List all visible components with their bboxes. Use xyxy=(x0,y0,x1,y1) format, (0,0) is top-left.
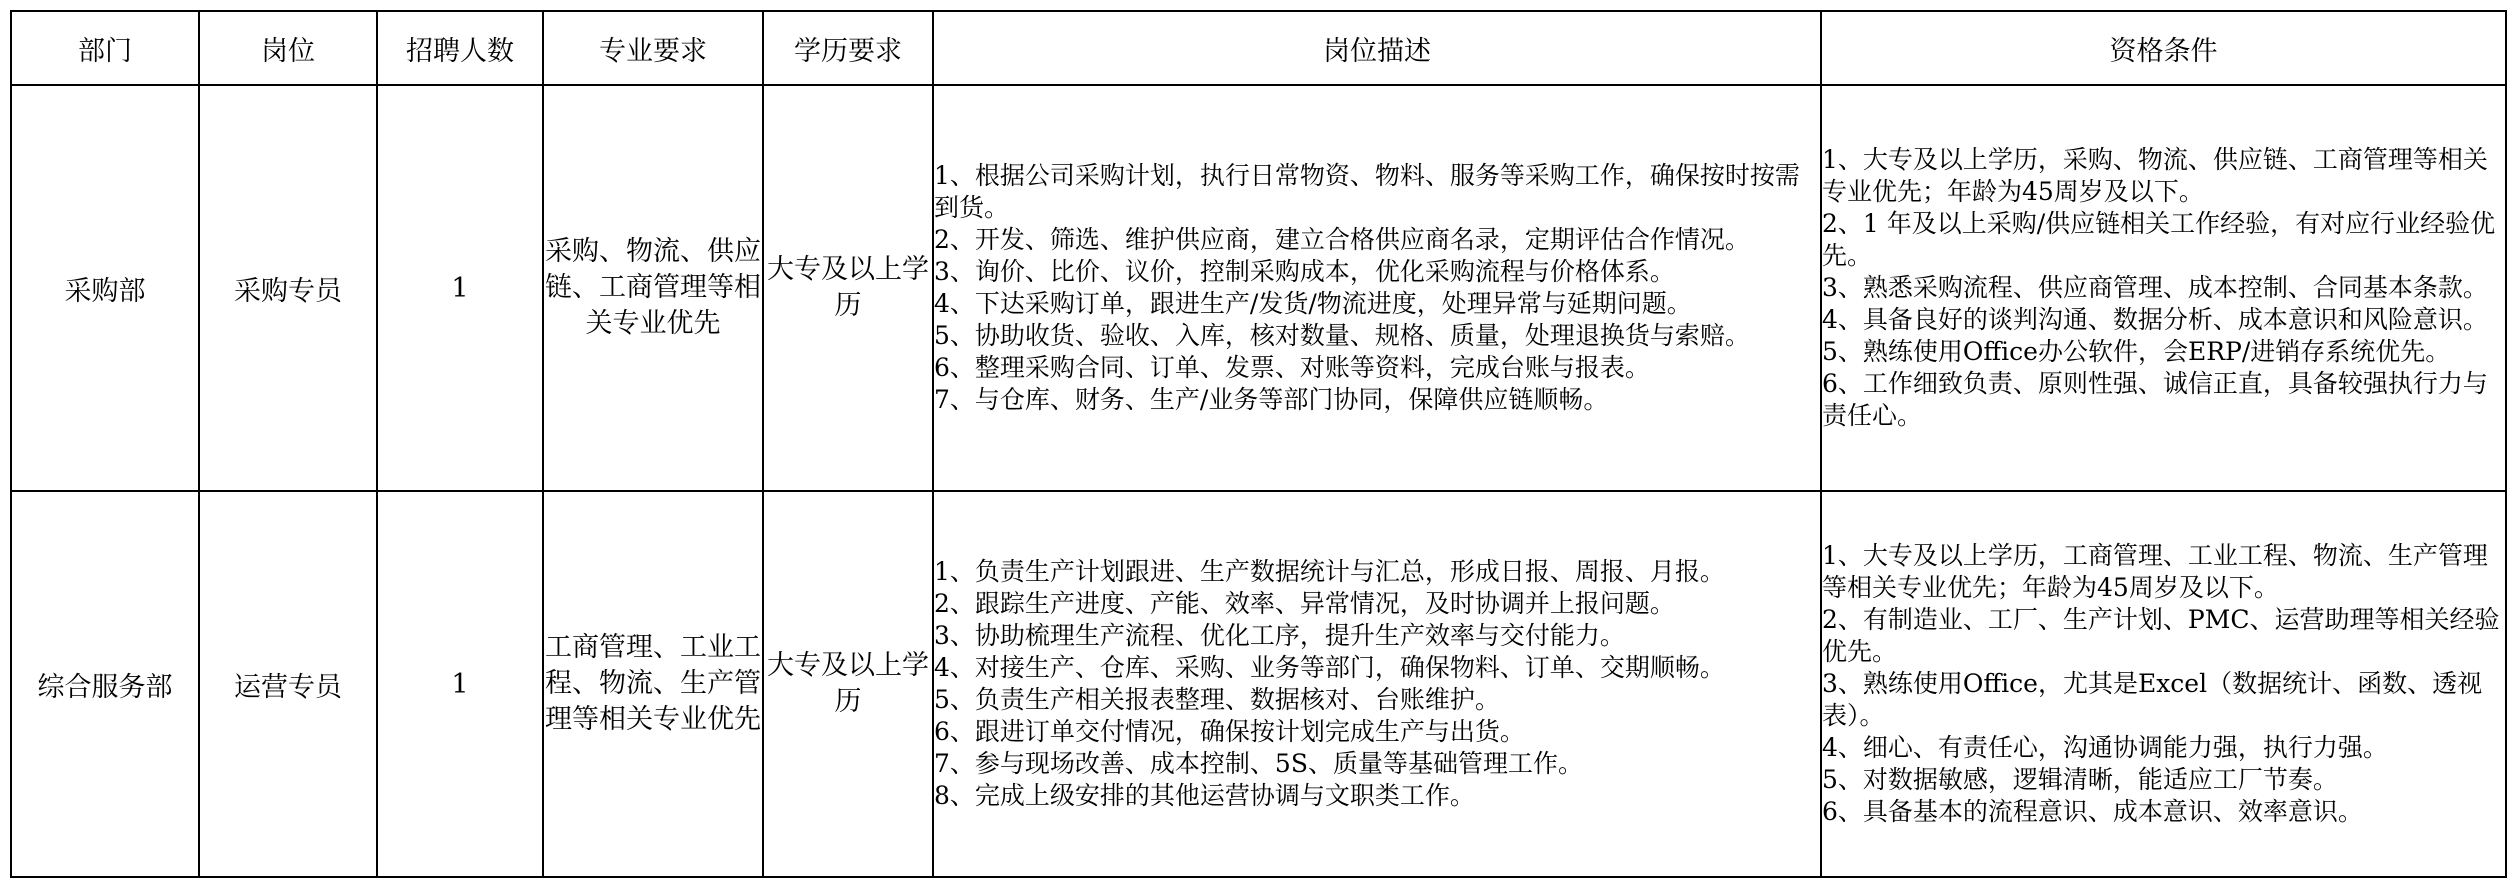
qualification-item: 6、工作细致负责、原则性强、诚信正直，具备较强执行力与责任心。 xyxy=(1822,369,2488,430)
cell-qualification xyxy=(1821,85,2506,491)
qualification-item: 1、大专及以上学历，工商管理、工业工程、物流、生产管理等相关专业优先；年龄为45周岁及以下。 xyxy=(1822,541,2488,602)
qualification-item: 5、对数据敏感，逻辑清晰，能适应工厂节奏。 xyxy=(1822,765,2338,794)
cell-count: 1 xyxy=(377,491,543,877)
qualification-item: 5、熟练使用Office办公软件，会ERP/进销存系统优先。 xyxy=(1822,337,2451,366)
description-item: 1、根据公司采购计划，执行日常物资、物料、服务等采购工作，确保按时按需到货。 xyxy=(934,161,1800,222)
description-item: 6、跟进订单交付情况，确保按计划完成生产与出货。 xyxy=(934,717,1525,746)
cell-major: 工商管理、工业工程、物流、生产管理等相关专业优先 xyxy=(543,491,763,877)
cell-position: 运营专员 xyxy=(199,491,377,877)
qualification-item: 3、熟悉采购流程、供应商管理、成本控制、合同基本条款。 xyxy=(1822,273,2488,302)
header-description: 岗位描述 xyxy=(933,11,1821,85)
header-major: 专业要求 xyxy=(543,11,763,85)
header-qualification: 资格条件 xyxy=(1821,11,2506,85)
recruitment-table xyxy=(10,10,2507,878)
cell-description xyxy=(933,85,1821,491)
qualification-item: 2、有制造业、工厂、生产计划、PMC、运营助理等相关经验优先。 xyxy=(1822,605,2500,666)
description-item: 3、协助梳理生产流程、优化工序，提升生产效率与交付能力。 xyxy=(934,621,1625,650)
table-row xyxy=(11,491,2506,877)
qualification-item: 3、熟练使用Office，尤其是Excel（数据统计、函数、透视表）。 xyxy=(1822,669,2483,730)
description-item: 2、开发、筛选、维护供应商，建立合格供应商名录，定期评估合作情况。 xyxy=(934,225,1750,254)
description-item: 2、跟踪生产进度、产能、效率、异常情况，及时协调并上报问题。 xyxy=(934,589,1675,618)
qualification-item: 6、具备基本的流程意识、成本意识、效率意识。 xyxy=(1822,797,2363,826)
description-item: 4、对接生产、仓库、采购、业务等部门，确保物料、订单、交期顺畅。 xyxy=(934,653,1725,682)
qualification-item: 2、1 年及以上采购/供应链相关工作经验，有对应行业经验优先。 xyxy=(1822,209,2496,270)
description-item: 1、负责生产计划跟进、生产数据统计与汇总，形成日报、周报、月报。 xyxy=(934,557,1725,586)
cell-qualification xyxy=(1821,491,2506,877)
cell-major: 采购、物流、供应链、工商管理等相关专业优先 xyxy=(543,85,763,491)
cell-dept: 综合服务部 xyxy=(11,491,199,877)
header-dept: 部门 xyxy=(11,11,199,85)
description-item: 8、完成上级安排的其他运营协调与文职类工作。 xyxy=(934,781,1475,810)
header-position: 岗位 xyxy=(199,11,377,85)
cell-dept: 采购部 xyxy=(11,85,199,491)
cell-education: 大专及以上学历 xyxy=(763,491,933,877)
table-row xyxy=(11,85,2506,491)
cell-count: 1 xyxy=(377,85,543,491)
header-count: 招聘人数 xyxy=(377,11,543,85)
cell-position: 采购专员 xyxy=(199,85,377,491)
description-item: 5、负责生产相关报表整理、数据核对、台账维护。 xyxy=(934,685,1500,714)
description-item: 3、询价、比价、议价，控制采购成本，优化采购流程与价格体系。 xyxy=(934,257,1675,286)
description-item: 4、下达采购订单，跟进生产/发货/物流进度，处理异常与延期问题。 xyxy=(934,289,1692,318)
cell-description xyxy=(933,491,1821,877)
cell-education: 大专及以上学历 xyxy=(763,85,933,491)
description-item: 7、与仓库、财务、生产/业务等部门协同，保障供应链顺畅。 xyxy=(934,385,1609,414)
description-item: 5、协助收货、验收、入库，核对数量、规格、质量，处理退换货与索赔。 xyxy=(934,321,1750,350)
header-education: 学历要求 xyxy=(763,11,933,85)
description-item: 6、整理采购合同、订单、发票、对账等资料，完成台账与报表。 xyxy=(934,353,1650,382)
qualification-item: 4、具备良好的谈判沟通、数据分析、成本意识和风险意识。 xyxy=(1822,305,2488,334)
description-item: 7、参与现场改善、成本控制、5S、质量等基础管理工作。 xyxy=(934,749,1583,778)
header-row xyxy=(11,11,2506,85)
qualification-item: 1、大专及以上学历，采购、物流、供应链、工商管理等相关专业优先；年龄为45周岁及以下。 xyxy=(1822,145,2488,206)
qualification-item: 4、细心、有责任心，沟通协调能力强，执行力强。 xyxy=(1822,733,2388,762)
